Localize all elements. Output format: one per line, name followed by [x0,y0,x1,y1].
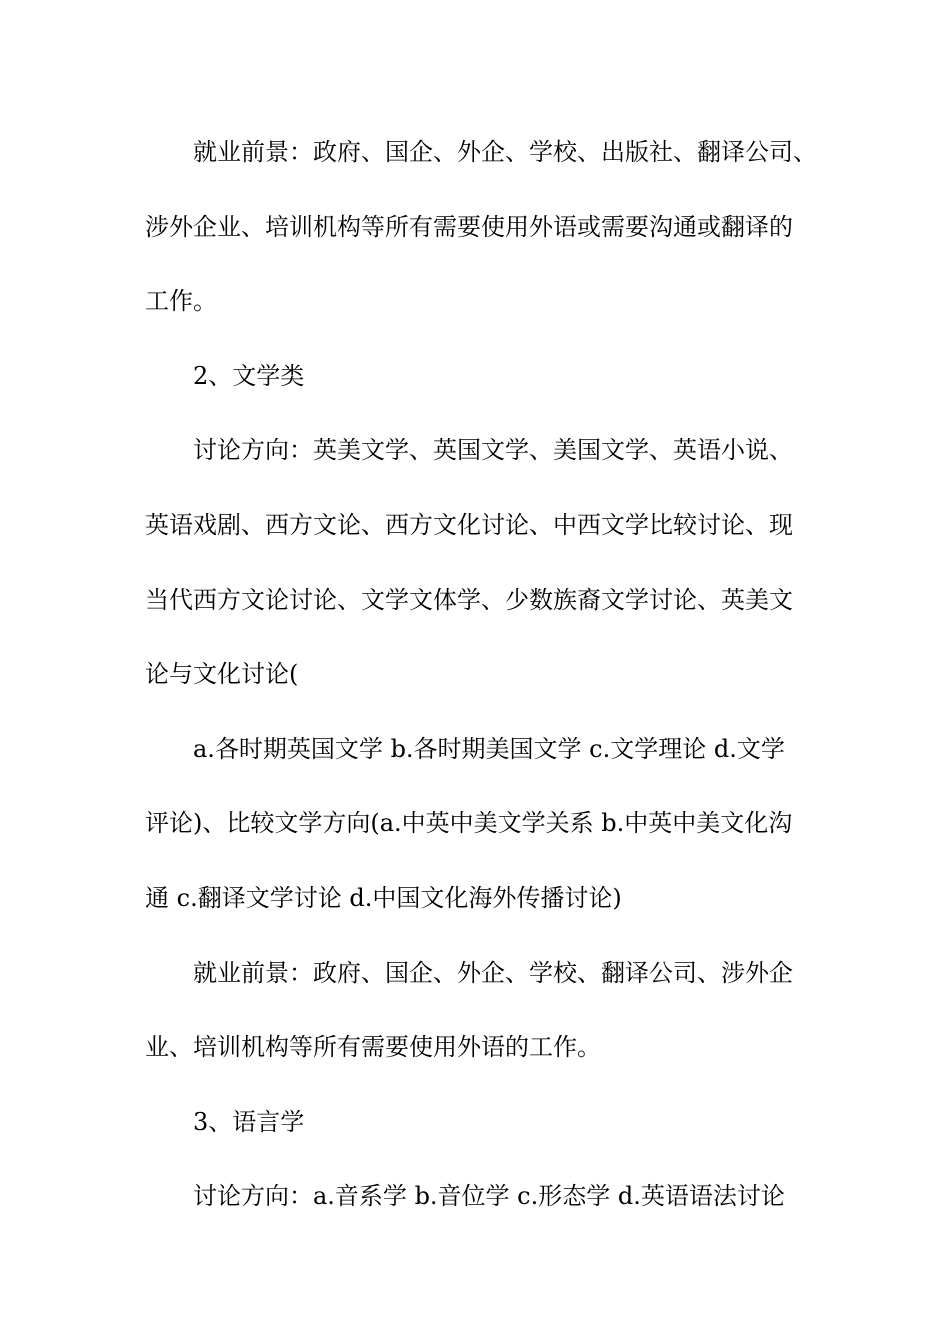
paragraph-literature-subitems: a.各时期英国文学 b.各时期美国文学 c.文学理论 d.文学 [193,734,785,763]
document-body [145,128,817,1247]
paragraph-employment-prospects-2: 就业前景：政府、国企、外企、学校、翻译公司、涉外企 [193,958,793,987]
paragraph-research-directions-linguistics: 讨论方向：a.音系学 b.音位学 c.形态学 d.英语语法讨论 [193,1182,785,1211]
paragraph-employment-prospects-2-cont: 业、培训机构等所有需要使用外语的工作。 [145,1033,601,1062]
paragraph-research-directions-literature-cont-1: 英语戏剧、西方文论、西方文化讨论、中西文学比较讨论、现 [145,510,793,539]
section-heading-linguistics: 3、语言学 [193,1107,305,1136]
paragraph-research-directions-literature-cont-3: 论与文化讨论( [145,660,299,689]
section-heading-literature: 2、文学类 [193,361,305,390]
paragraph-research-directions-literature: 讨论方向：英美文学、英国文学、美国文学、英语小说、 [193,436,793,465]
paragraph-literature-subitems-cont-1: 评论)、比较文学方向(a.中英中美文学关系 b.中英中美文化沟 [145,809,793,838]
paragraph-employment-prospects-1: 就业前景：政府、国企、外企、学校、出版社、翻译公司、 [193,138,817,166]
paragraph-research-directions-literature-cont-2: 当代西方文论讨论、文学文体学、少数族裔文学讨论、英美文 [145,585,793,614]
paragraph-employment-prospects-1-end: 工作。 [145,287,217,316]
paragraph-literature-subitems-cont-2: 通 c.翻译文学讨论 d.中国文化海外传播讨论) [145,883,622,912]
paragraph-employment-prospects-1-cont: 涉外企业、培训机构等所有需要使用外语或需要沟通或翻译的 [145,212,793,241]
